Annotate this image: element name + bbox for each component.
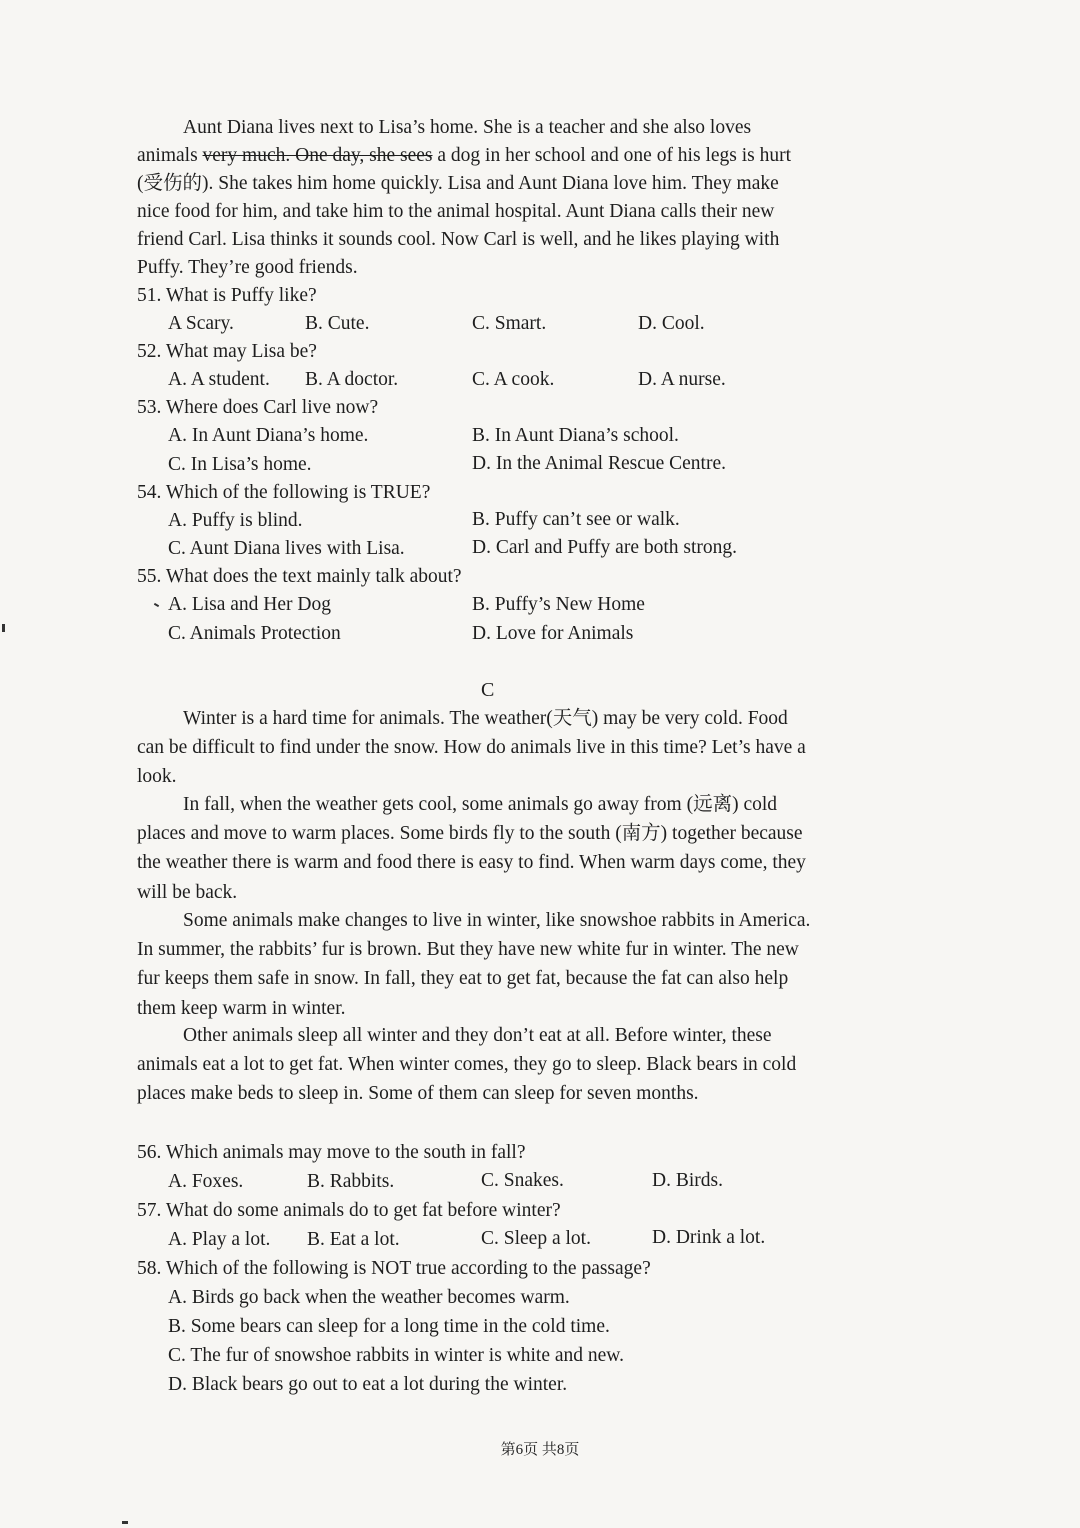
option-b: B. A doctor.: [305, 369, 399, 390]
option-a: A. A student.: [168, 369, 270, 390]
passage-line: Other animals sleep all winter and they don’t eat at all. Before winter, these: [183, 1025, 772, 1046]
option-d: D. In the Animal Rescue Centre.: [472, 453, 726, 474]
option-a: A. Foxes.: [168, 1171, 244, 1192]
option-b: B. Some bears can sleep for a long time in the cold time.: [168, 1316, 610, 1337]
passage-line: places and move to warm places. Some birds fly to the south (南方) together because: [137, 823, 803, 844]
option-c: C. Smart.: [472, 313, 547, 334]
passage-line: look.: [137, 766, 177, 787]
scan-mark: [122, 1521, 128, 1524]
passage-line: can be difficult to find under the snow. How do animals live in this time? Let’s have a: [137, 737, 806, 758]
question-stem: 52. What may Lisa be?: [137, 341, 317, 362]
struck-text: very much. One day, she sees: [202, 145, 433, 166]
option-d: D. Cool.: [638, 313, 705, 334]
question-stem: 57. What do some animals do to get fat before winter?: [137, 1200, 561, 1221]
question-stem: 55. What does the text mainly talk about?: [137, 566, 462, 587]
option-c: C. A cook.: [472, 369, 555, 390]
passage-line: places make beds to sleep in. Some of them can sleep for seven months.: [137, 1083, 699, 1104]
option-a: A. Play a lot.: [168, 1229, 271, 1250]
passage-line: animals eat a lot to get fat. When winter comes, they go to sleep. Black bears in cold: [137, 1054, 797, 1075]
option-c: C. Animals Protection: [168, 623, 341, 644]
option-b: B. Rabbits.: [307, 1171, 395, 1192]
option-d: D. Birds.: [652, 1170, 723, 1191]
passage-line: them keep warm in winter.: [137, 998, 346, 1019]
passage-line: (受伤的). She takes him home quickly. Lisa and Aunt Diana love him. They make: [137, 173, 779, 194]
question-stem: 54. Which of the following is TRUE?: [137, 482, 431, 503]
option-b: B. Puffy can’t see or walk.: [472, 509, 680, 530]
option-c: C. Sleep a lot.: [481, 1228, 591, 1249]
option-a: A. Puffy is blind.: [168, 510, 303, 531]
passage-line: will be back.: [137, 882, 238, 903]
option-a: A. Birds go back when the weather becomes warm.: [168, 1287, 570, 1308]
option-b: B. In Aunt Diana’s school.: [472, 425, 679, 446]
option-a: A. In Aunt Diana’s home.: [168, 425, 369, 446]
option-d: D. Black bears go out to eat a lot during the winter.: [168, 1374, 568, 1395]
passage-line: friend Carl. Lisa thinks it sounds cool. Now Carl is well, and he likes playing with: [137, 229, 780, 250]
passage-line: Aunt Diana lives next to Lisa’s home. She is a teacher and she also loves: [183, 117, 752, 138]
option-d: D. Drink a lot.: [652, 1227, 766, 1248]
question-stem: 51. What is Puffy like?: [137, 285, 317, 306]
option-d: D. Love for Animals: [472, 623, 634, 644]
passage-line: fur keeps them safe in snow. In fall, they eat to get fat, because the fat can also help: [137, 968, 789, 989]
passage-line: nice food for him, and take him to the animal hospital. Aunt Diana calls their new: [137, 201, 775, 222]
option-c: C. Snakes.: [481, 1170, 564, 1191]
scan-mark: [154, 603, 159, 607]
passage-line: In fall, when the weather gets cool, some animals go away from (远离) cold: [183, 794, 778, 815]
option-d: D. Carl and Puffy are both strong.: [472, 537, 738, 558]
option-c: C. In Lisa’s home.: [168, 454, 312, 475]
option-c: C. Aunt Diana lives with Lisa.: [168, 538, 405, 559]
passage-line: In summer, the rabbits’ fur is brown. But they have new white fur in winter. The new: [137, 939, 799, 960]
passage-line: Puffy. They’re good friends.: [137, 257, 358, 278]
question-stem: 58. Which of the following is NOT true according to the passage?: [137, 1258, 651, 1279]
passage-line: Winter is a hard time for animals. The weather(天气) may be very cold. Food: [183, 708, 788, 729]
option-b: B. Puffy’s New Home: [472, 594, 645, 615]
passage-line: the weather there is warm and food there is easy to find. When warm days come, they: [137, 852, 806, 873]
section-heading: C: [481, 679, 495, 701]
question-stem: 53. Where does Carl live now?: [137, 397, 379, 418]
page-footer: 第6页 共8页: [500, 1442, 580, 1458]
option-d: D. A nurse.: [638, 369, 726, 390]
option-c: C. The fur of snowshoe rabbits in winter is white and new.: [168, 1345, 625, 1366]
option-b: B. Cute.: [305, 313, 370, 334]
option-b: B. Eat a lot.: [307, 1229, 400, 1250]
passage-line: Some animals make changes to live in winter, like snowshoe rabbits in America.: [183, 910, 811, 931]
option-a: A Scary.: [168, 313, 234, 334]
passage-line: animals very much. One day, she sees a dog in her school and one of his legs is hurt: [137, 145, 792, 166]
option-a: A. Lisa and Her Dog: [168, 594, 331, 615]
scan-mark: [2, 624, 5, 632]
question-stem: 56. Which animals may move to the south in fall?: [137, 1142, 526, 1163]
